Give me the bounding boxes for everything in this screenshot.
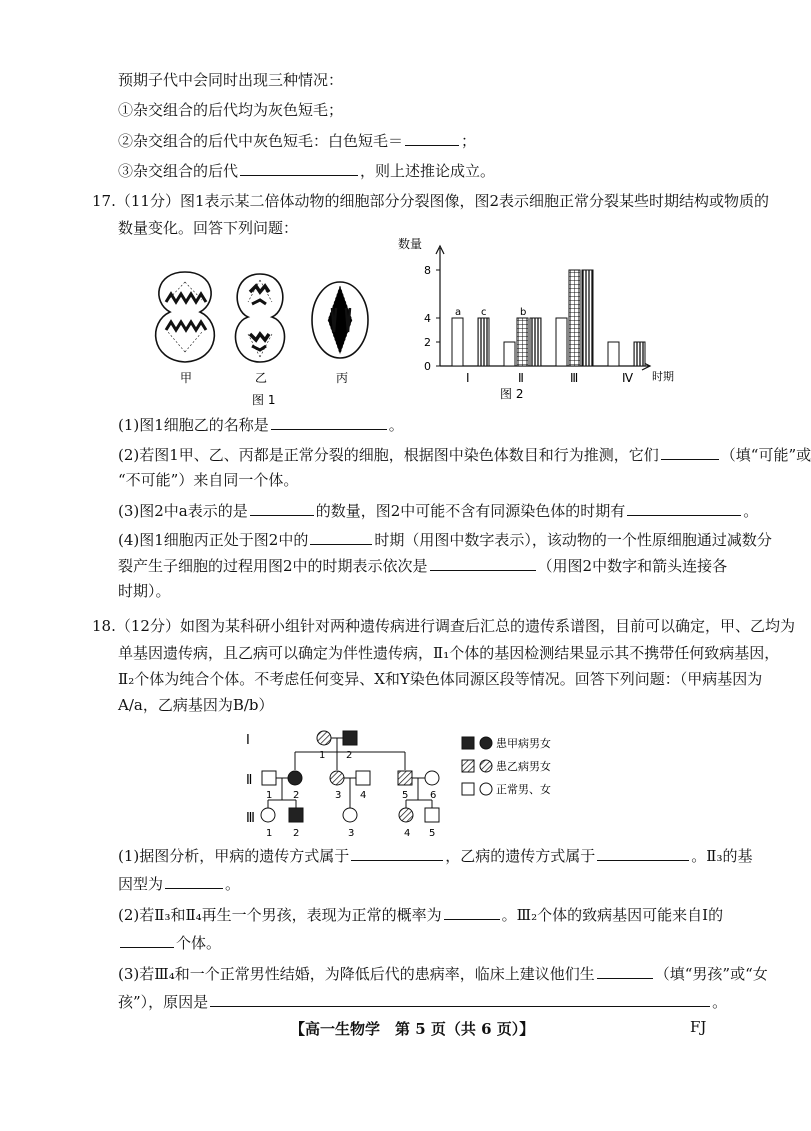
q16-case1: ①杂交组合的后代均为灰色短毛； xyxy=(118,101,344,119)
y-tick-label: 2 xyxy=(424,336,431,349)
q17-sub2-cont: “不可能”）来自同一个体。 xyxy=(118,471,299,489)
answer-blank[interactable] xyxy=(120,932,174,948)
individual-III4-female-yi xyxy=(399,808,413,822)
individual-III3-female-normal xyxy=(343,808,357,822)
generation-label: Ⅲ xyxy=(246,811,255,826)
q17-sub2: (2)若图1甲、乙、丙都是正常分裂的细胞，根据图中染色体数目和行为推测，它们 （填“可能”或 xyxy=(118,446,811,464)
legend-yi-female-icon xyxy=(480,760,492,772)
bar-a-4 xyxy=(608,342,619,366)
y-tick-label: 8 xyxy=(424,264,431,277)
cell-yi xyxy=(236,274,285,362)
individual-II4-male-normal xyxy=(356,771,370,785)
svg-text:1: 1 xyxy=(266,828,273,839)
answer-blank[interactable] xyxy=(597,845,689,861)
legend-jia-male-icon xyxy=(462,737,474,749)
bar-a-1 xyxy=(452,318,463,366)
bar-b-2 xyxy=(517,318,528,366)
answer-blank[interactable] xyxy=(250,500,314,516)
legend-normal-label: 正常男、女 xyxy=(496,783,551,796)
legend-normal-female-icon xyxy=(480,783,492,795)
svg-text:5: 5 xyxy=(402,790,409,801)
q17-sub3: (3)图2中a表示的是 的数量，图2中可能不含有同源染色体的时期有 。 xyxy=(118,502,759,520)
y-tick-label: 4 xyxy=(424,312,431,325)
bar-annotation: a xyxy=(455,307,462,318)
legend-yi-male-icon xyxy=(462,760,474,772)
individual-II5-male-yi xyxy=(398,771,412,785)
q18-sub1-cont: 因型为 。 xyxy=(118,875,241,893)
svg-text:6: 6 xyxy=(430,790,437,801)
q18-stem-line4: A/a，乙病基因为B/b） xyxy=(118,696,274,714)
svg-text:1: 1 xyxy=(266,790,273,801)
answer-blank[interactable] xyxy=(351,845,443,861)
bar-c-2 xyxy=(530,318,541,366)
x-tick-label: Ⅲ xyxy=(570,371,579,385)
answer-blank[interactable] xyxy=(444,904,500,920)
legend-jia-label: 患甲病男女 xyxy=(496,737,551,750)
bar-c-1 xyxy=(478,318,489,366)
figure2-caption: 图 2 xyxy=(500,387,524,401)
bar-c-3 xyxy=(582,270,593,366)
legend-yi-label: 患乙病男女 xyxy=(496,760,551,773)
answer-blank[interactable] xyxy=(405,130,459,146)
figure2-chart xyxy=(390,236,690,404)
answer-blank[interactable] xyxy=(310,529,372,545)
q18-sub1: (1)据图分析，甲病的遗传方式属于 ，乙病的遗传方式属于 。Ⅱ₃的基 xyxy=(118,847,753,865)
answer-blank[interactable] xyxy=(165,873,223,889)
q17-stem-line1: 17.（11分）图1表示某二倍体动物的细胞部分分裂图像，图2表示细胞正常分裂某些时期结构或物质的 xyxy=(92,192,770,210)
individual-II6-female-normal xyxy=(425,771,439,785)
answer-blank[interactable] xyxy=(597,963,653,979)
cell-label: 丙 xyxy=(336,371,349,385)
q18-stem-line3: Ⅱ₂个体为纯合个体。不考虑任何变异、X和Y染色体同源区段等情况。回答下列问题：（甲病基因为 xyxy=(118,670,763,688)
q18-sub3: (3)若Ⅲ₄和一个正常男性结婚，为降低后代的患病率，临床上建议他们生 （填“男孩”或“女 xyxy=(118,965,768,983)
svg-text:5: 5 xyxy=(429,828,436,839)
legend-normal-male-icon xyxy=(462,783,474,795)
q17-sub4-cont: 裂产生子细胞的过程用图2中的时期表示依次是 （用图2中数字和箭头连接各 xyxy=(118,557,728,575)
figure1-caption: 图 1 xyxy=(252,393,276,407)
individual-II1-male-normal xyxy=(262,771,276,785)
answer-blank[interactable] xyxy=(661,444,719,460)
legend-jia-female-icon xyxy=(480,737,492,749)
x-tick-label: Ⅳ xyxy=(622,371,634,385)
answer-blank[interactable] xyxy=(627,500,741,516)
chart-ylabel: 数量 xyxy=(398,237,423,251)
svg-text:4: 4 xyxy=(360,790,367,801)
individual-II2-female-jia xyxy=(288,771,302,785)
individual-I2-male-jia xyxy=(343,731,357,745)
pedigree-chart xyxy=(240,722,570,842)
generation-label: Ⅱ xyxy=(246,773,253,788)
bar-annotation: c xyxy=(481,307,487,318)
q17-sub4: (4)图1细胞丙正处于图2中的 时期（用图中数字表示），该动物的一个性原细胞通过减数分 xyxy=(118,531,772,549)
individual-I1-female-yi xyxy=(317,731,331,745)
cell-label: 乙 xyxy=(255,371,268,385)
x-tick-label: Ⅰ xyxy=(466,371,470,385)
individual-III2-male-jia xyxy=(289,808,303,822)
q17-sub4-cont2: 时期）。 xyxy=(118,582,171,600)
cell-bing xyxy=(312,282,368,358)
answer-blank[interactable] xyxy=(430,555,536,571)
svg-text:1: 1 xyxy=(319,750,326,761)
svg-text:2: 2 xyxy=(293,790,300,801)
q16-intro: 预期子代中会同时出现三种情况： xyxy=(118,71,344,89)
q18-stem-line2: 单基因遗传病，且乙病可以确定为伴性遗传病，Ⅱ₁个体的基因检测结果显示其不携带任何致病基因， xyxy=(118,644,780,662)
figure1-cells xyxy=(140,262,380,412)
q18-sub3-cont: 孩”），原因是 。 xyxy=(118,993,728,1011)
q17-sub1: (1)图1细胞乙的名称是 。 xyxy=(118,416,404,434)
generation-label: Ⅰ xyxy=(246,733,250,748)
page-footer: 【高一生物学 第 5 页（共 6 页）】 xyxy=(290,1020,535,1038)
bar-b-3 xyxy=(569,270,580,366)
answer-blank[interactable] xyxy=(210,991,710,1007)
individual-II3-female-yi xyxy=(330,771,344,785)
cell-jia xyxy=(156,272,215,362)
q16-case3: ③杂交组合的后代 ，则上述推论成立。 xyxy=(118,162,496,180)
svg-text:3: 3 xyxy=(335,790,342,801)
bar-a-2 xyxy=(504,342,515,366)
individual-III5-male-normal xyxy=(425,808,439,822)
svg-text:2: 2 xyxy=(346,750,353,761)
chart-xlabel: 时期 xyxy=(652,370,674,383)
q17-stem-line2: 数量变化。回答下列问题： xyxy=(118,219,299,237)
x-tick-label: Ⅱ xyxy=(518,371,524,385)
y-tick-label: 0 xyxy=(424,360,431,373)
individual-III1-female-normal xyxy=(261,808,275,822)
footer-code: FJ xyxy=(690,1018,707,1036)
q18-sub2-cont: 个体。 xyxy=(118,932,221,953)
q16-case2: ②杂交组合的后代中灰色短毛：白色短毛＝ ； xyxy=(118,132,477,150)
answer-blank[interactable] xyxy=(271,414,387,430)
answer-blank[interactable] xyxy=(240,160,358,176)
bar-annotation: b xyxy=(520,307,527,318)
cell-label: 甲 xyxy=(180,371,193,385)
svg-text:2: 2 xyxy=(293,828,300,839)
svg-text:4: 4 xyxy=(404,828,411,839)
bar-a-3 xyxy=(556,318,567,366)
bar-c-4 xyxy=(634,342,645,366)
svg-text:3: 3 xyxy=(348,828,355,839)
q18-sub2: (2)若Ⅱ₃和Ⅱ₄再生一个男孩，表现为正常的概率为 。Ⅲ₂个体的致病基因可能来自Ⅰ的 xyxy=(118,906,724,924)
q18-stem-line1: 18.（12分）如图为某科研小组针对两种遗传病进行调查后汇总的遗传系谱图，目前可以确定，甲、乙均为 xyxy=(92,617,795,635)
